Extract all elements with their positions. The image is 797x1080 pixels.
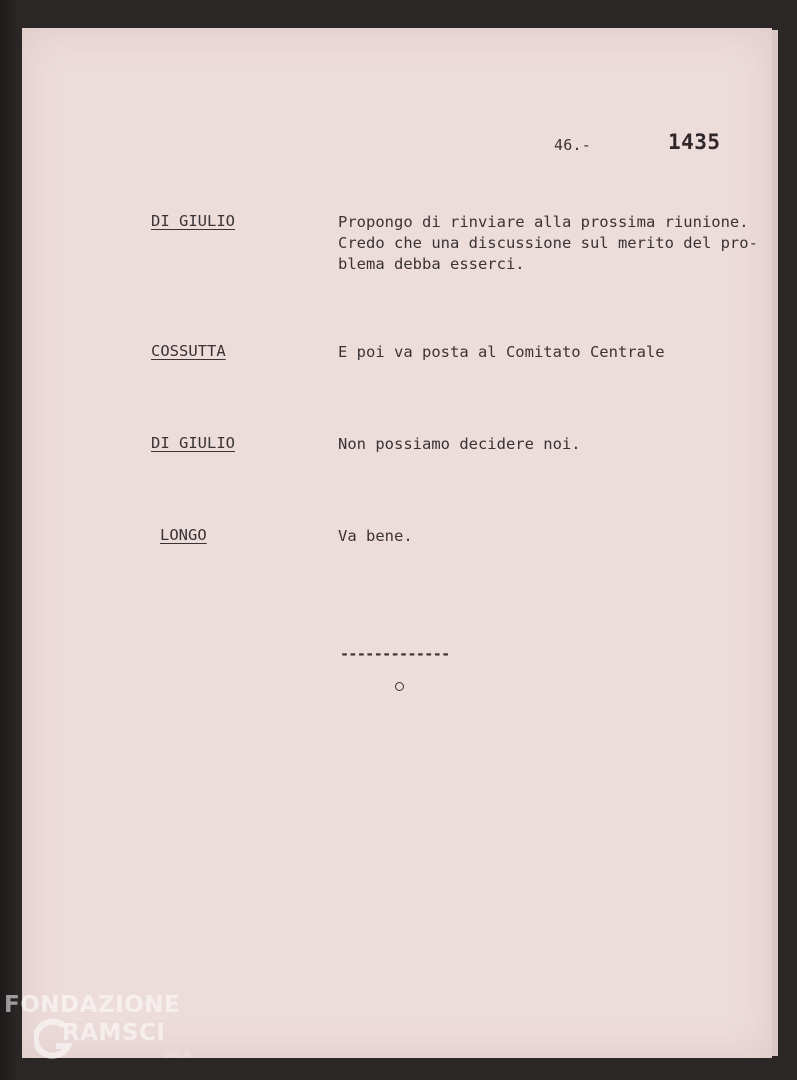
paper-edge	[772, 30, 778, 1056]
speaker-name: DI GIULIO	[151, 434, 235, 452]
speech-text	[338, 434, 581, 455]
fondazione-gramsci-watermark	[4, 992, 204, 1072]
speech-line: Non possiamo decidere noi.	[338, 435, 581, 453]
speech-line: E poi va posta al Comitato Centrale	[338, 343, 665, 361]
archive-stamp-number: 1435	[668, 130, 721, 154]
speech-text	[338, 342, 665, 363]
speech-line: Credo che una discussione sul merito del pro-	[338, 234, 758, 252]
speaker-name: COSSUTTA	[151, 342, 226, 360]
speaker-name: DI GIULIO	[151, 212, 235, 230]
closing-circle-mark	[395, 682, 404, 691]
closing-rule: -------------	[340, 645, 450, 663]
watermark-line-1: FONDAZIONE	[4, 992, 181, 1018]
speaker-name: LONGO	[160, 526, 207, 544]
watermark-line-3: onlus	[164, 1050, 191, 1061]
speech-line: Va bene.	[338, 527, 413, 545]
speech-line: blema debba esserci.	[338, 255, 525, 273]
speech-line: Propongo di rinviare alla prossima riunione.	[338, 213, 749, 231]
page-number: 46.-	[554, 136, 591, 154]
speech-text	[338, 526, 413, 547]
watermark-line-2: RAMSCI	[62, 1020, 166, 1046]
speech-text	[338, 212, 758, 275]
